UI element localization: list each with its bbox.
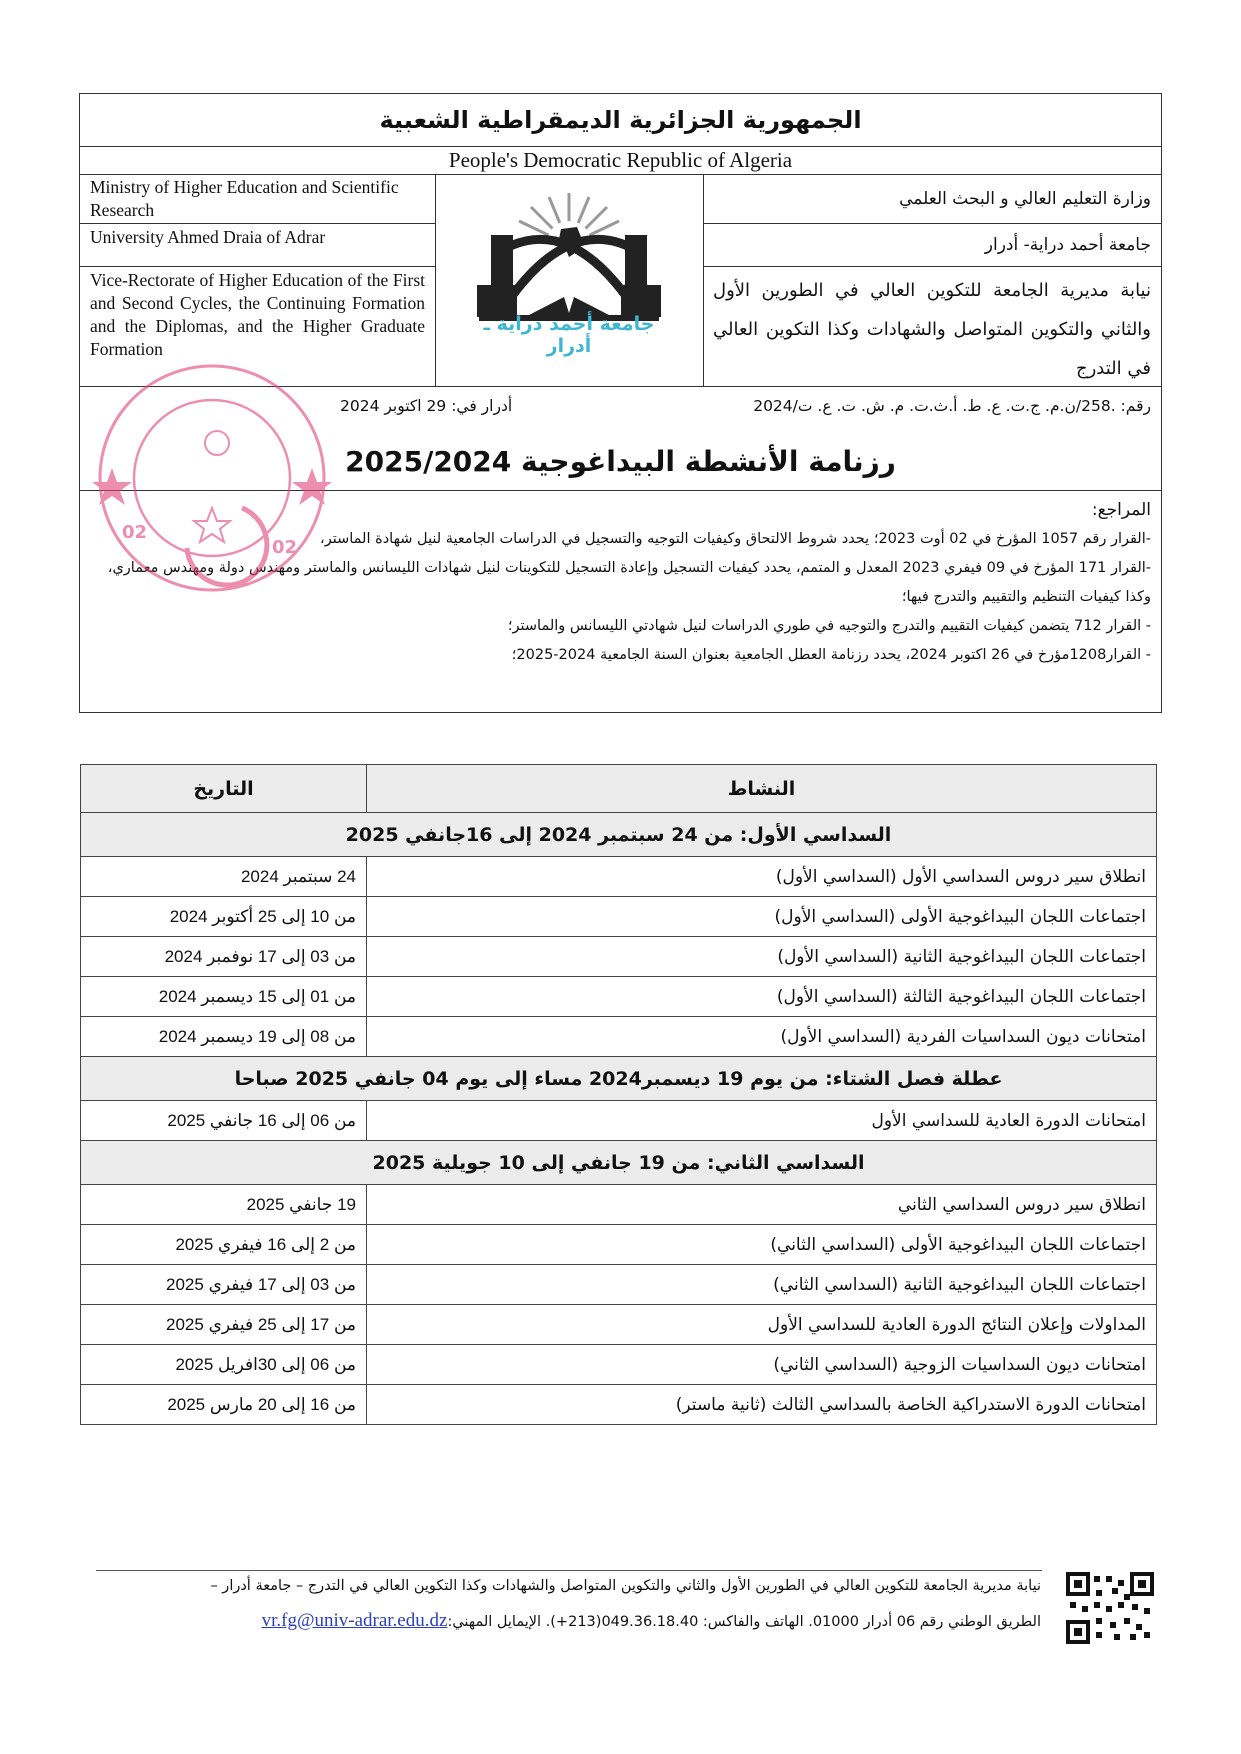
footer-contact: [262, 1610, 1041, 1632]
table-row: [81, 1385, 1157, 1425]
ministry-ar: وزارة التعليم العالي و البحث العلمي: [703, 174, 1161, 224]
activity-cell: اجتماعات اللجان البيداغوجية الأولى (السداسي الأول): [367, 897, 1157, 937]
table-row: [81, 1185, 1157, 1225]
country-title-en: People's Democratic Republic of Algeria: [448, 147, 793, 172]
column-header-date: التاريخ: [81, 765, 367, 813]
pedagogical-calendar-table: [80, 764, 1157, 1425]
activity-cell: اجتماعات اللجان البيداغوجية الأولى (السداسي الثاني): [367, 1225, 1157, 1265]
reference-item: -القرار رقم 1057 المؤرخ في 02 أوت 2023؛ يحدد شروط الالتحاق وكيفيات التوجيه والتسجيل في الدراسات الجامعية لنيل شهادة الماستر،: [320, 531, 1151, 547]
vice-rectorate-en: Vice-Rectorate of Higher Education of the First and Second Cycles, the Continuing Formation and the Diplomas, and the Higher Graduate Formation: [90, 270, 425, 359]
footer-divider: [96, 1570, 1042, 1571]
document-title-row: [80, 432, 1161, 491]
table-row: [81, 1345, 1157, 1385]
document-title: رزنامة الأنشطة البيداغوجية 2025/2024: [345, 444, 896, 478]
reference-item: - القرار1208مؤرخ في 26 اكتوبر 2024، يحدد رزنامة العطل الجامعية بعنوان السنة الجامعية 2024-2025؛: [511, 647, 1151, 663]
table-row: [81, 897, 1157, 937]
date-cell: من 01 إلى 15 ديسمبر 2024: [81, 977, 367, 1017]
reference-item: - القرار 712 يتضمن كيفيات التقييم والتدرج والتوجيه في طوري الدراسات لنيل شهادتي الليسانس والماستر؛: [507, 618, 1151, 634]
reference-row: [80, 386, 1161, 433]
ministry-en: Ministry of Higher Education and Scientific Research: [80, 174, 435, 224]
table-row: [81, 1265, 1157, 1305]
semester-2-section-row: [81, 1141, 1157, 1185]
table-row: [81, 977, 1157, 1017]
arabic-institution-column: [703, 174, 1161, 386]
date-cell: من 03 إلى 17 نوفمبر 2024: [81, 937, 367, 977]
logo-column: [435, 174, 704, 386]
semester-1-section-row: [81, 813, 1157, 857]
country-title-ar: الجمهورية الجزائرية الديمقراطية الشعبية: [379, 106, 862, 134]
references-label: المراجع:: [1091, 500, 1151, 520]
section-title: عطلة فصل الشتاء: من يوم 19 ديسمبر2024 مساء إلى يوم 04 جانفي 2025 صباحا: [81, 1057, 1157, 1101]
qr-code-icon: [1066, 1572, 1154, 1644]
university-en: University Ahmed Draia of Adrar: [80, 224, 435, 267]
activity-cell: امتحانات الدورة الاستدراكية الخاصة بالسداسي الثالث (ثانية ماستر): [367, 1385, 1157, 1425]
activity-cell: امتحانات ديون السداسيات الزوجية (السداسي الثاني): [367, 1345, 1157, 1385]
table-row: [81, 1017, 1157, 1057]
date-cell: من 03 إلى 17 فيفري 2025: [81, 1265, 367, 1305]
section-title: السداسي الثاني: من 19 جانفي إلى 10 جويلية 2025: [81, 1141, 1157, 1185]
date-cell: من 08 إلى 19 ديسمبر 2024: [81, 1017, 367, 1057]
english-institution-column: [80, 174, 436, 386]
footer-email-link[interactable]: vr.fg@univ-adrar.edu.dz: [261, 1610, 448, 1631]
table-row: [81, 937, 1157, 977]
date-cell: من 2 إلى 16 فيفري 2025: [81, 1225, 367, 1265]
vice-rectorate-ar: نيابة مديرية الجامعة للتكوين العالي في الطورين الأول والثاني والتكوين المتواصل والشهادات وكذا التكوين العالي في التدرج: [713, 280, 1151, 379]
svg-text:02: 02: [272, 537, 298, 558]
date-cell: من 16 إلى 20 مارس 2025: [81, 1385, 367, 1425]
column-header-activity: النشاط: [367, 765, 1157, 813]
footer-address: الطريق الوطني رقم 06 أدرار 01000. الهاتف والفاكس: 049.36.18.40(213+). الإيمايل المهني:: [447, 1614, 1041, 1630]
date-cell: من 10 إلى 25 أكتوبر 2024: [81, 897, 367, 937]
place-date: أدرار في: 29 اكتوبر 2024: [340, 397, 513, 415]
date-cell: من 06 إلى 30افريل 2025: [81, 1345, 367, 1385]
activity-cell: انطلاق سير دروس السداسي الثاني: [367, 1185, 1157, 1225]
country-title-ar-row: [80, 94, 1161, 147]
footer-institution: نيابة مديرية الجامعة للتكوين العالي في الطورين الأول والثاني والتكوين المتواصل والشهادات وكذا التكوين العالي في التدرج – جامعة أدرار –: [210, 1578, 1041, 1594]
winter-break-section-row: [81, 1057, 1157, 1101]
table-row: [81, 1101, 1157, 1141]
logo-text: جامعة أحمد دراية ـ أدرار: [483, 313, 655, 357]
table-header-row: [81, 765, 1157, 813]
references-section: [80, 490, 1161, 670]
table-row: [81, 1305, 1157, 1345]
letterhead: [79, 93, 1162, 713]
activity-cell: اجتماعات اللجان البيداغوجية الثانية (السداسي الثاني): [367, 1265, 1157, 1305]
date-cell: 24 سبتمبر 2024: [81, 857, 367, 897]
reference-item: -القرار 171 المؤرخ في 09 فيفري 2023 المعدل و المتمم، يحدد كيفيات التسجيل وإعادة التسجيل للتكوينات لنيل شهادات الليسانس والماستر ومهندس دولة ومهندس معماري، وكذا كيفيات التنظيم والتقييم والتدرج فيها؛: [107, 560, 1151, 605]
table-row: [81, 857, 1157, 897]
university-logo: [459, 185, 679, 375]
reference-number: رقم: .258/ن.م. ج.ت. ع. ط. أ.ث.ت. م. ش. ت. ع. ت/2024: [753, 397, 1151, 415]
section-title: السداسي الأول: من 24 سبتمبر 2024 إلى 16جانفي 2025: [81, 813, 1157, 857]
university-ar: جامعة أحمد دراية- أدرار: [703, 224, 1161, 267]
activity-cell: انطلاق سير دروس السداسي الأول (السداسي الأول): [367, 857, 1157, 897]
date-cell: من 06 إلى 16 جانفي 2025: [81, 1101, 367, 1141]
activity-cell: المداولات وإعلان النتائج الدورة العادية للسداسي الأول: [367, 1305, 1157, 1345]
country-title-en-row: [80, 146, 1161, 175]
activity-cell: امتحانات الدورة العادية للسداسي الأول: [367, 1101, 1157, 1141]
activity-cell: امتحانات ديون السداسيات الفردية (السداسي الأول): [367, 1017, 1157, 1057]
date-cell: من 17 إلى 25 فيفري 2025: [81, 1305, 367, 1345]
table-row: [81, 1225, 1157, 1265]
svg-text:02: 02: [122, 522, 148, 543]
date-cell: 19 جانفي 2025: [81, 1185, 367, 1225]
activity-cell: اجتماعات اللجان البيداغوجية الثانية (السداسي الأول): [367, 937, 1157, 977]
activity-cell: اجتماعات اللجان البيداغوجية الثالثة (السداسي الأول): [367, 977, 1157, 1017]
